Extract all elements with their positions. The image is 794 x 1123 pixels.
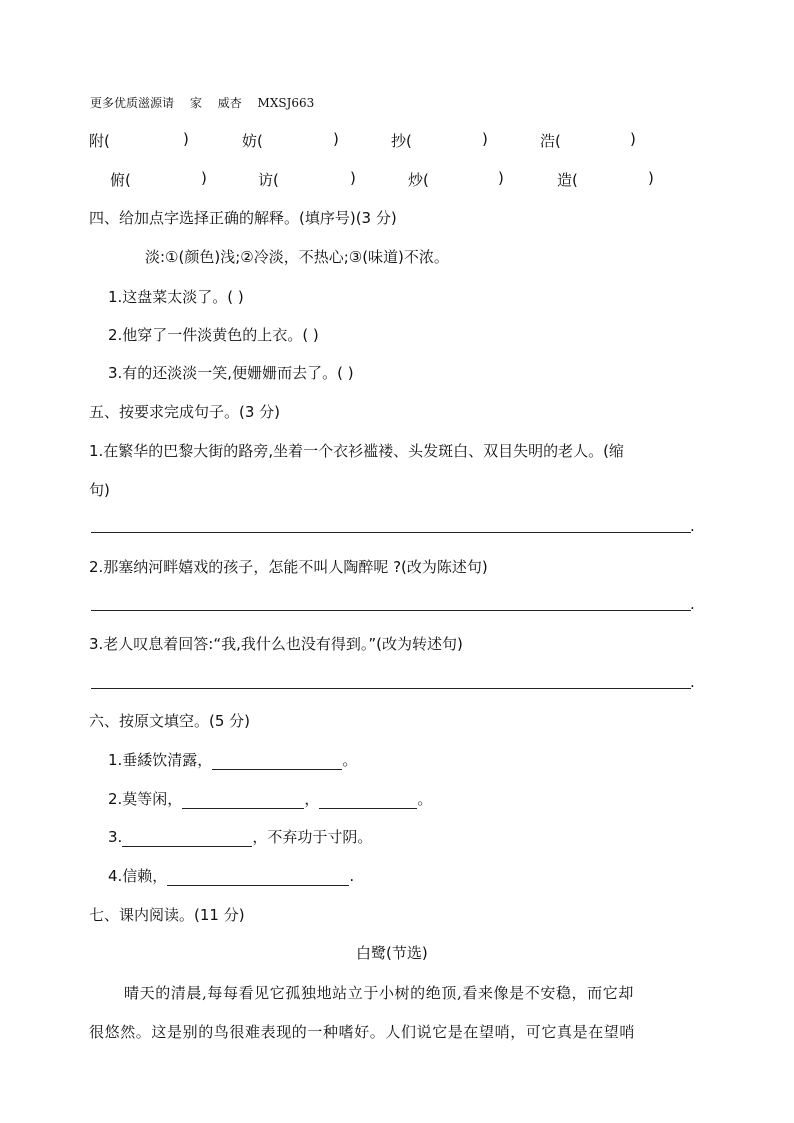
section-4-heading: 四、给加点字选择正确的解释。(填序号)(3 分) (89, 209, 397, 227)
section-6-heading: 六、按原文填空。(5 分) (89, 712, 251, 730)
header-text-3: 威杏 (217, 96, 242, 110)
char-paren: ) (183, 130, 189, 148)
question-item: 3.有的还淡淡一笑,便姗姗而去了。( ) (108, 364, 354, 382)
fill-blank[interactable] (122, 830, 252, 847)
question-item: 1.这盘菜太淡了。( ) (108, 288, 244, 306)
question-3-text: 3.老人叹息着回答:“我,我什么也没有得到。”(改为转述句) (89, 635, 463, 653)
passage-title: 白鹭(节选) (356, 944, 428, 962)
answer-line[interactable] (91, 610, 691, 611)
period: . (690, 595, 695, 613)
fill-item-text: 。 (342, 751, 358, 769)
char-paren: ) (333, 130, 339, 148)
char-paren: ) (350, 169, 356, 187)
question-item: 2.他穿了一件淡黄色的上衣。( ) (108, 326, 319, 344)
fill-item-text: 2.莫等闲， (108, 790, 183, 808)
fill-blank[interactable] (182, 792, 304, 809)
char-label: 造( (557, 171, 578, 189)
char-paren: ) (630, 130, 636, 148)
fill-item-text: ，不弃功于寸阴。 (252, 828, 373, 846)
fill-item-text: 1.垂緌饮清露， (108, 751, 213, 769)
answer-line[interactable] (91, 532, 691, 533)
period: . (690, 673, 695, 691)
char-label: 访( (258, 171, 279, 189)
fill-item-text: 3. (108, 828, 123, 846)
fill-blank[interactable] (167, 869, 349, 886)
fill-item-3 (108, 826, 372, 847)
char-label: 抄( (391, 132, 412, 150)
char-paren: ) (201, 169, 207, 187)
char-paren: ) (648, 169, 654, 187)
fill-blank[interactable] (212, 753, 342, 770)
question-2-text: 2.那塞纳河畔嬉戏的孩子，怎能不叫人陶醉呢 ?(改为陈述句) (89, 558, 488, 576)
char-label: 炒( (408, 171, 429, 189)
header-code: MXSJ663 (257, 96, 315, 110)
fill-item-2 (108, 788, 432, 809)
section-7-heading: 七、课内阅读。(11 分) (89, 906, 245, 924)
passage-line-1: 晴天的清晨,每每看见它孤独地站立于小树的绝顶,看来像是不安稳，而它却 (124, 984, 634, 1002)
page-header (90, 94, 326, 111)
header-text-2: 家 (189, 96, 202, 110)
char-label: 妨( (242, 132, 263, 150)
fill-item-4 (108, 865, 354, 886)
fill-item-text: . (349, 867, 355, 885)
fill-item-text: 。 (417, 790, 433, 808)
fill-item-text: ， (304, 790, 320, 808)
fill-item-text: 4.信赖， (108, 867, 168, 885)
fill-item-1 (108, 749, 357, 770)
answer-line[interactable] (91, 688, 691, 689)
char-paren: ) (498, 169, 504, 187)
header-text-1: 更多优质滋源请 (90, 96, 175, 110)
question-1-text-cont: 句) (89, 481, 110, 499)
fill-blank[interactable] (319, 792, 417, 809)
definition-text: 淡:①(颜色)浅;②冷淡，不热心;③(味道)不浓。 (145, 248, 449, 266)
passage-line-2: 很悠然。这是别的鸟很难表现的一种嗜好。人们说它是在望哨，可它真是在望哨 (89, 1023, 636, 1041)
question-1-text: 1.在繁华的巴黎大街的路旁,坐着一个衣衫褴褛、头发斑白、双目失明的老人。(缩 (89, 442, 624, 460)
char-label: 俯( (110, 171, 131, 189)
char-paren: ) (482, 130, 488, 148)
char-label: 附( (89, 132, 110, 150)
period: . (690, 517, 695, 535)
section-5-heading: 五、按要求完成句子。(3 分) (89, 403, 281, 421)
char-label: 浩( (540, 132, 561, 150)
